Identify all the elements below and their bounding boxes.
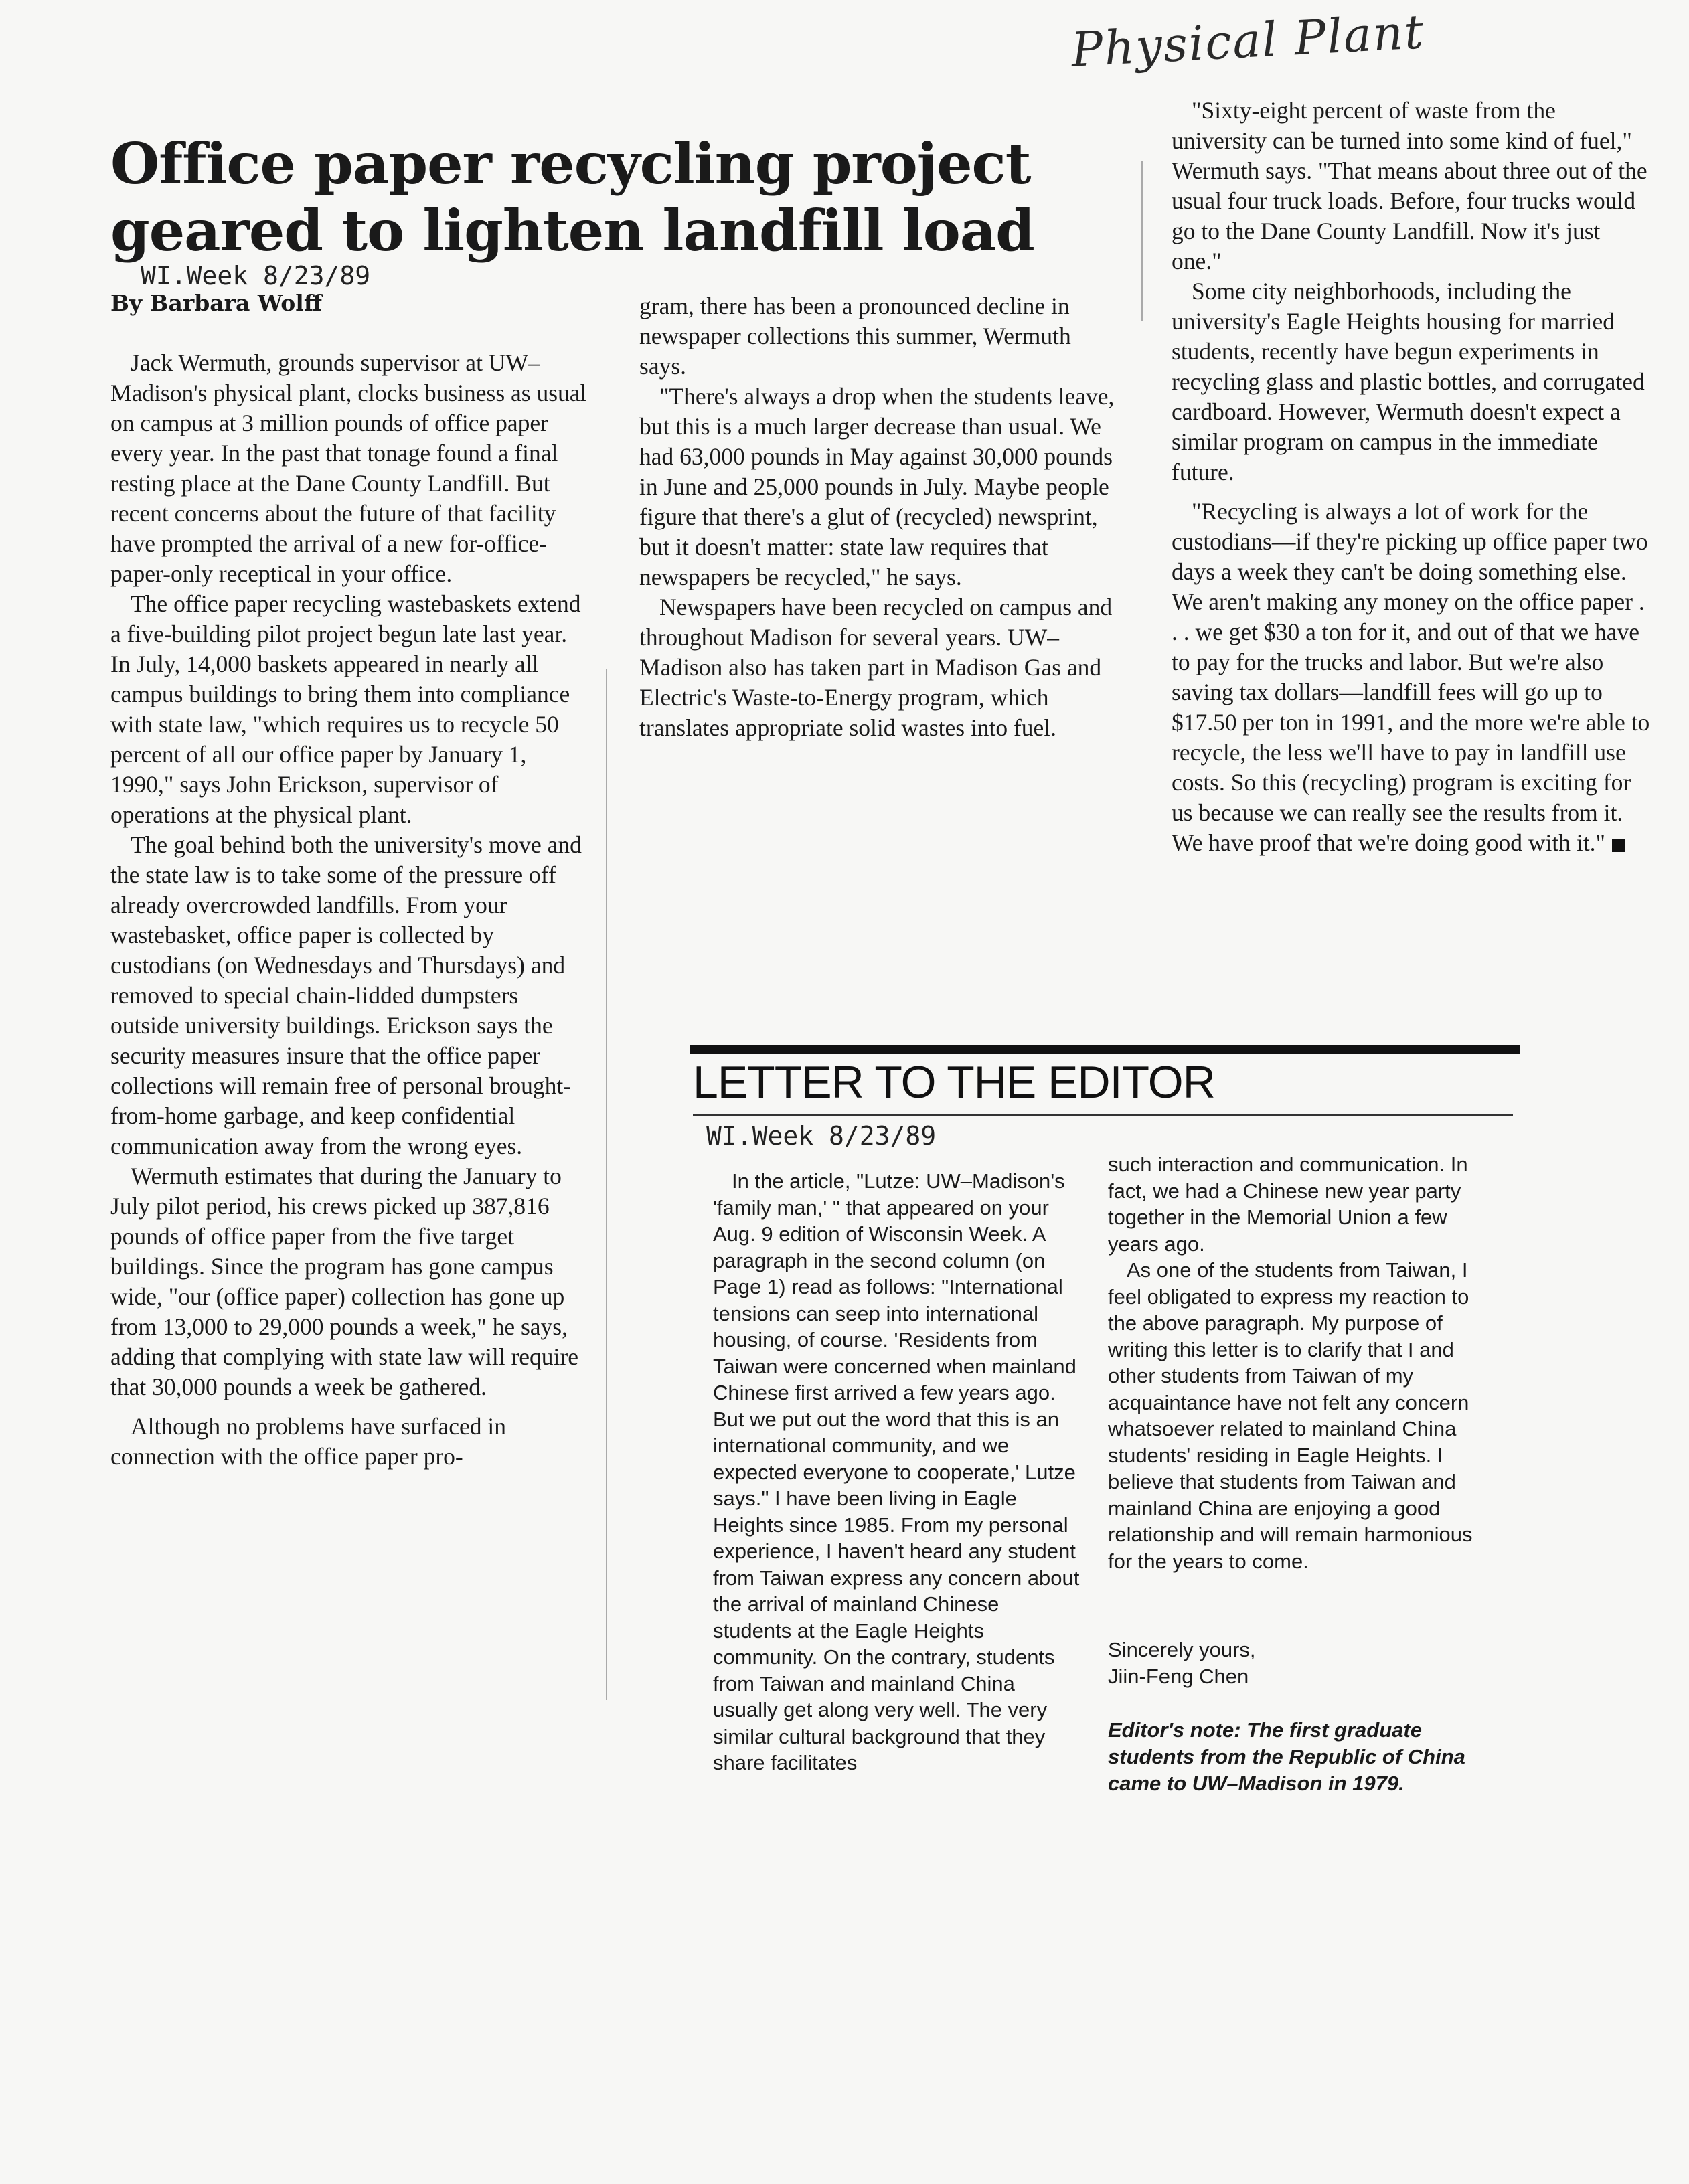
paragraph: In the article, "Lutze: UW–Madison's 'family man,' " that appeared on your Aug. 9 edition of Wisconsin Week. A paragraph in the second column (on Page 1) read as follows: "International tensions can seep into international housing, of course. 'Residents from Taiwan were concerned when mainland Chinese first arrived a few years ago. But we put out the word that this is an international community, and we expected everyone to cooperate,' Lutze says." I have been living in Eagle Heights since 1985. From my personal experience, I haven't heard any student from Taiwan express any concern about the arrival of mainland Chinese students at the Eagle Heights community. On the contrary, students from Taiwan and mainland China usually get along very well. The very similar cultural background that they share facilitates bbox=[713, 1169, 1080, 1774]
paragraph: The goal behind both the university's move and the state law is to take some of the pressure off already overcrowded landfills. From your wastebasket, office paper is collected by custodians (on Wednesdays and Thursdays) and removed to special chain-lidded dumpsters outside university buildings. Erickson says the security measures insure that the office paper collections will remain free of personal brought-from-home garbage, and keep confidential communication away from the wrong eyes. bbox=[110, 831, 582, 1159]
end-mark bbox=[1612, 839, 1625, 852]
headline-line-1: Office paper recycling project bbox=[110, 131, 1031, 197]
letter-column-1 bbox=[713, 1168, 1081, 1776]
paragraph: As one of the students from Taiwan, I feel obligated to express my reaction to the above paragraph. My purpose of writing this letter is to clarify that I and other students from Taiwan of my acquaintance have not felt any concern whatsoever related to mainland China students' residing in Eagle Heights. I believe that students from Taiwan and mainland China are enjoying a good relationship and will remain harmonious for the years to come. bbox=[1108, 1258, 1473, 1573]
paragraph: Some city neighborhoods, including the university's Eagle Heights housing for married students, recently have begun experiments in recycling glass and plastic bottles, and corrugated cardboard. However, Wermuth doesn't expect a similar program on campus in the immediate future. bbox=[1172, 278, 1645, 485]
paragraph: Wermuth estimates that during the January to July pilot period, his crews picked up 387,816 pounds of office paper from the five target buildings. Since the program has gone campus wide, "our (office paper) collection has gone up from 13,000 to 29,000 pounds a week," he says, adding that complying with state law will require that 30,000 pounds a week be gathered. bbox=[110, 1163, 578, 1400]
article-column-3 bbox=[1172, 96, 1654, 858]
paragraph bbox=[1172, 497, 1654, 858]
article-column-1 bbox=[110, 348, 592, 1472]
headline-line-2: geared to lighten landfill load bbox=[110, 197, 1034, 264]
section-rule bbox=[690, 1045, 1520, 1054]
title-underline bbox=[693, 1114, 1513, 1116]
letter-title: LETTER TO THE EDITOR bbox=[693, 1057, 1215, 1108]
paragraph-text: "Recycling is always a lot of work for the custodians—if they're picking up office paper two days a week they can't be doing something else. We aren't making any money on the office paper . . . we get $30 a ton for it, and out of that we have to pay for the trucks and labor. But we're also saving tax dollars—landfill fees will go up to $17.50 per ton in 1991, and the more we're able to recycle, the less we'll have to pay in landfill use costs. So this (recycling) program is exciting for us because we can really see the results from it. We have proof that we're doing good with it." bbox=[1172, 498, 1650, 856]
paragraph: "Sixty-eight percent of waste from the university can be turned into some kind of fuel," Wermuth says. "That means about three out of the usual four truck loads. Before, four trucks would go to the Dane County Landfill. Now it's just one." bbox=[1172, 97, 1647, 274]
column-divider bbox=[606, 669, 607, 1700]
date-stamp: WI.Week 8/23/89 bbox=[141, 261, 371, 290]
handwritten-annotation: Physical Plant bbox=[1070, 4, 1426, 78]
paragraph: gram, there has been a pronounced decline in newspaper collections this summer, Wermuth says. bbox=[639, 292, 1071, 380]
signature: Jiin-Feng Chen bbox=[1108, 1665, 1249, 1688]
paragraph: Newspapers have been recycled on campus and throughout Madison for several years. UW–Madison also has taken part in Madison Gas and Electric's Waste-to-Energy program, which translates appropriate solid wastes into fuel. bbox=[639, 594, 1113, 741]
paragraph: Although no problems have surfaced in connection with the office paper pro- bbox=[110, 1413, 506, 1470]
article-headline bbox=[110, 131, 1115, 264]
paragraph: "There's always a drop when the students leave, but this is a much larger decrease than usual. We had 63,000 pounds in May against 30,000 pounds in June and 25,000 pounds in July. Maybe people figure that there's a glut of (recycled) newsprint, but it doesn't matter: state law requires that newspapers be recycled," he says. bbox=[639, 383, 1115, 590]
column-divider bbox=[1141, 161, 1143, 321]
paragraph: Jack Wermuth, grounds supervisor at UW–Madison's physical plant, clocks business as usual on campus at 3 million pounds of office paper every year. In the past that tonage found a final resting place at the Dane County Landfill. But recent concerns about the future of that facility have prompted the arrival of a new for-office-paper-only receptical in your office. bbox=[110, 349, 587, 587]
editors-note: Editor's note: The first graduate students from the Republic of China came to UW–Madison in 1979. bbox=[1108, 1718, 1465, 1795]
byline: By Barbara Wolff bbox=[110, 290, 322, 316]
letter-signoff bbox=[1108, 1636, 1493, 1690]
paragraph: such interaction and communication. In fact, we had a Chinese new year party together in the Memorial Union a few years ago. bbox=[1108, 1153, 1468, 1256]
letter-date-stamp: WI.Week 8/23/89 bbox=[706, 1121, 937, 1151]
closing: Sincerely yours, bbox=[1108, 1638, 1256, 1661]
article-column-2 bbox=[639, 291, 1121, 743]
letter-column-2 bbox=[1108, 1151, 1493, 1574]
paragraph: The office paper recycling wastebaskets extend a five-building pilot project begun late last year. In July, 14,000 baskets appeared in nearly all campus buildings to bring them into compliance with state law, "which requires us to recycle 50 percent of all our office paper by January 1, 1990," says John Erickson, supervisor of operations at the physical plant. bbox=[110, 590, 581, 828]
